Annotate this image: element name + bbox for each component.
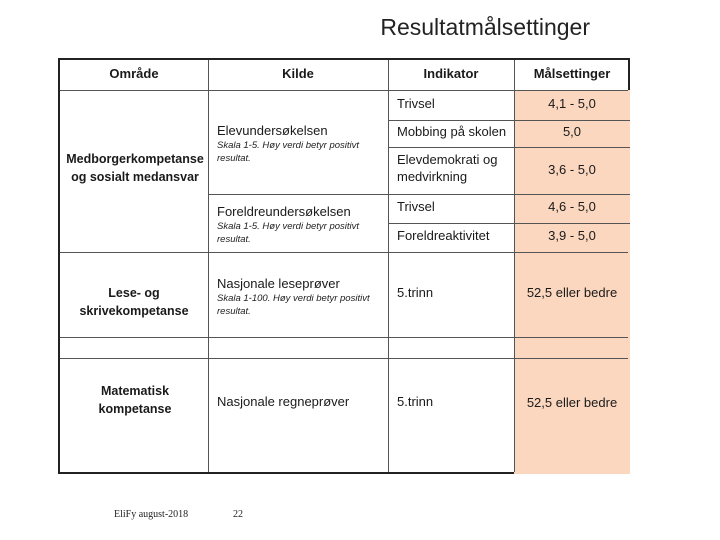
- row-divider: [60, 358, 628, 359]
- results-table: [58, 58, 630, 474]
- header-omrade: Område: [109, 66, 159, 81]
- page-title: Resultatmålsettinger: [380, 14, 590, 40]
- row-divider: [388, 147, 630, 148]
- row-divider: [60, 337, 628, 338]
- indicator-trivsel: Trivsel: [397, 96, 435, 111]
- target-lese: 52,5 eller bedre: [526, 285, 618, 300]
- source-note: Skala 1-5. Høy verdi betyr positivt resultat.: [217, 140, 360, 164]
- indicator-elevdemokrati: Elevdemokrati og medvirkning: [397, 152, 498, 184]
- col-divider: [208, 60, 209, 472]
- header-indikator: Indikator: [423, 66, 479, 81]
- target-trivsel-foreldre: 4,6 - 5,0: [548, 199, 596, 214]
- area-medborger: Medborgerkompetanse og sosialt medansvar: [66, 152, 204, 184]
- indicator-foreldreaktivitet: Foreldreaktivitet: [397, 228, 490, 243]
- source-leseprover: Nasjonale leseprøver: [217, 276, 340, 291]
- header-kilde: Kilde: [282, 66, 314, 81]
- row-divider: [388, 120, 630, 121]
- target-matte: 52,5 eller bedre: [526, 395, 618, 410]
- target-elevdemokrati: 3,6 - 5,0: [548, 162, 596, 177]
- footer-author: EliFy august-2018: [114, 509, 189, 520]
- row-divider: [208, 194, 630, 195]
- row-divider: [388, 223, 630, 224]
- area-lese: Lese- og skrivekompetanse: [79, 286, 189, 318]
- source-note: Skala 1-100. Høy verdi betyr positivt resultat.: [217, 293, 370, 317]
- indicator-mobbing: Mobbing på skolen: [397, 124, 507, 139]
- target-mobbing: 5,0: [562, 124, 582, 139]
- row-divider: [60, 90, 628, 91]
- source-foreldreundersokelsen: Foreldreundersøkelsen: [217, 204, 351, 219]
- indicator-lese-trinn: 5.trinn: [397, 285, 434, 300]
- indicator-matte-trinn: 5.trinn: [397, 394, 434, 409]
- source-elevundersokelsen: Elevundersøkelsen: [217, 123, 328, 138]
- area-matte: Matematisk kompetanse: [98, 384, 172, 416]
- footer-page-number: 22: [233, 509, 243, 520]
- source-note: Skala 1-5. Høy verdi betyr positivt resultat.: [217, 221, 360, 245]
- col-divider: [388, 60, 389, 472]
- indicator-trivsel-foreldre: Trivsel: [397, 199, 435, 214]
- header-malsettinger: Målsettinger: [533, 66, 611, 81]
- source-regneprover: Nasjonale regneprøver: [217, 394, 350, 409]
- target-trivsel: 4,1 - 5,0: [548, 96, 596, 111]
- row-divider: [60, 252, 628, 253]
- target-foreldreaktivitet: 3,9 - 5,0: [548, 228, 596, 243]
